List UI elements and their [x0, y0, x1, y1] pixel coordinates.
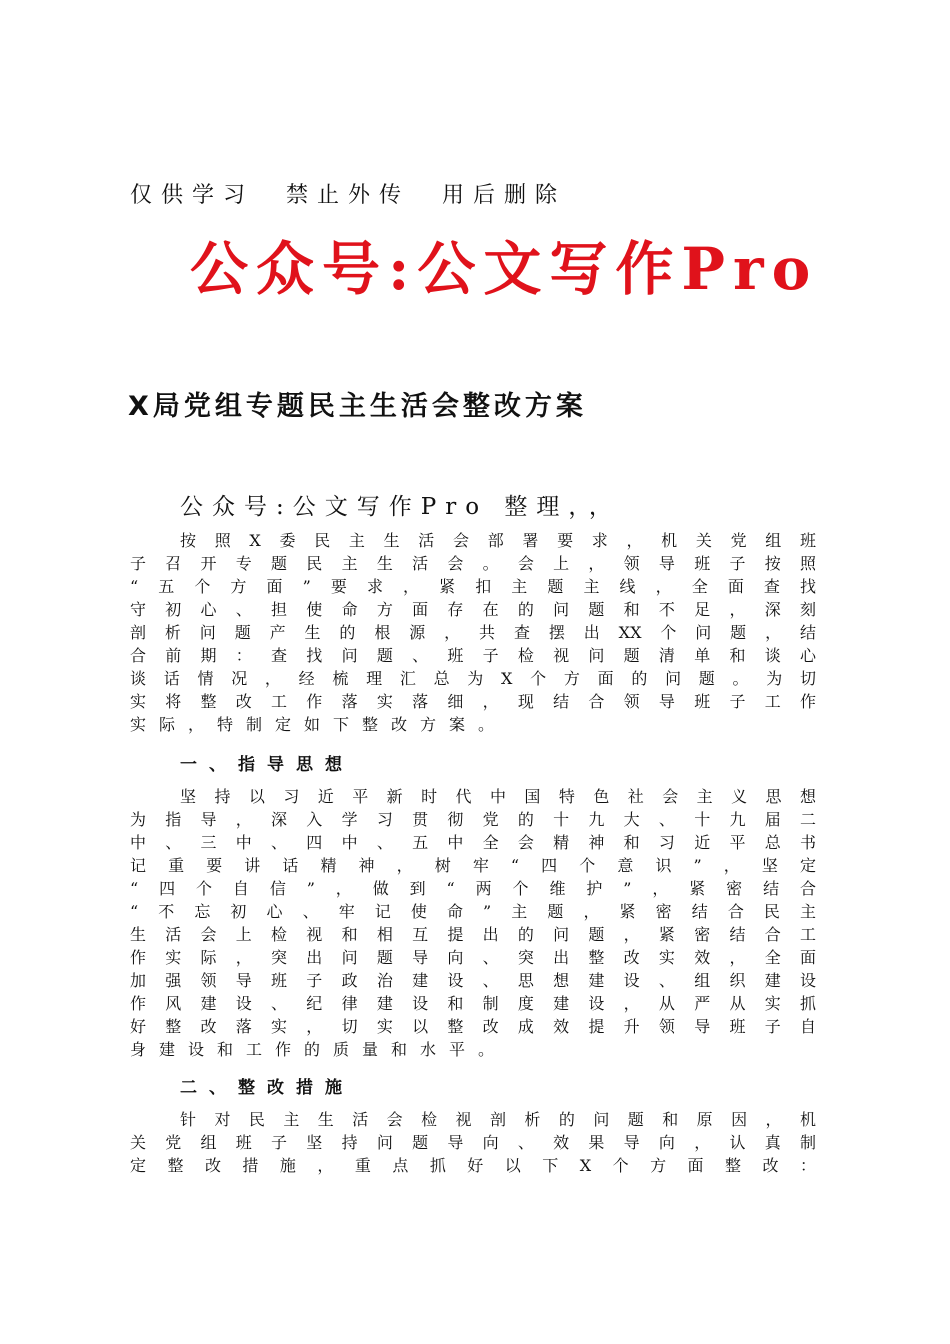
paragraph-line: “不忘初心、牢记使命”主题，紧密结合民主	[130, 902, 816, 921]
paragraph-line: 关党组班子坚持问题导向、效果导向，认真制	[130, 1133, 816, 1152]
paragraph-line: 作实际，突出问题导向、突出整改实效，全面	[130, 948, 816, 967]
paragraph-line: 针对民主生活会检视剖析的问题和原因，机	[180, 1110, 816, 1129]
paragraph-line: 为指导，深入学习贯彻党的十九大、十九届二	[130, 810, 816, 829]
paragraph-line: 中、三中、四中、五中全会精神和习近平总书	[130, 833, 816, 852]
section1-paragraph	[130, 785, 816, 1061]
paragraph-line: 作风建设、纪律建设和制度建设，从严从实抓	[130, 994, 816, 1013]
paragraph-line: 定整改措施，重点抓好以下X个方面整改：	[130, 1156, 816, 1175]
paragraph-line: 守初心、担使命方面存在的问题和不足，深刻	[130, 600, 816, 619]
paragraph-line: 按照X委民主生活会部署要求，机关党组班	[180, 531, 816, 550]
paragraph-line: 实将整改工作落实落细，现结合领导班子工作	[130, 692, 816, 711]
paragraph-line: 加强领导班子政治建设、思想建设、组织建设	[130, 971, 816, 990]
source-line: 公众号:公文写作Pro 整理，，	[180, 494, 621, 520]
intro-paragraph	[130, 529, 816, 736]
document-title: X局党组专题民主生活会整改方案	[128, 391, 587, 422]
paragraph-line: 生活会上检视和相互提出的问题，紧密结合工	[130, 925, 816, 944]
section-heading: 二、整改措施	[180, 1078, 354, 1098]
paragraph-line: 实际，特制定如下整改方案。	[130, 715, 508, 734]
section2-paragraph	[130, 1108, 816, 1177]
paragraph-line: “四个自信”，做到“两个维护”，紧密结合	[130, 879, 816, 898]
paragraph-line: 合前期：查找问题、班子检视问题清单和谈心	[130, 646, 816, 665]
paragraph-line: 坚持以习近平新时代中国特色社会主义思想	[180, 787, 816, 806]
paragraph-line: “五个方面”要求，紧扣主题主线，全面查找	[130, 577, 816, 596]
brand-banner: 公众号:公文写作Pro	[190, 235, 819, 303]
paragraph-line: 身建设和工作的质量和水平。	[130, 1040, 508, 1059]
paragraph-line: 好整改落实，切实以整改成效提升领导班子自	[130, 1017, 816, 1036]
paragraph-line: 剖析问题产生的根源，共查摆出XX个问题，结	[130, 623, 816, 642]
paragraph-line: 子召开专题民主生活会。会上，领导班子按照	[130, 554, 816, 573]
paragraph-line: 谈话情况，经梳理汇总为X个方面的问题。为切	[130, 669, 816, 688]
paragraph-line: 记重要讲话精神，树牢“四个意识”，坚定	[130, 856, 816, 875]
section-heading: 一、指导思想	[180, 755, 354, 775]
usage-notice: 仅供学习 禁止外传 用后删除	[130, 183, 566, 208]
